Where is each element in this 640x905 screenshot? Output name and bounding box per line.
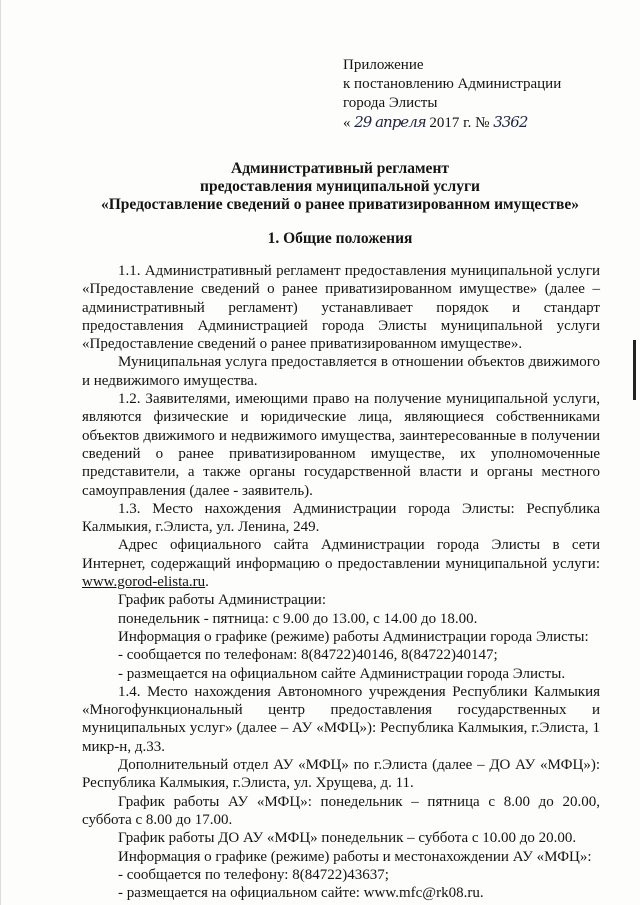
- schedule-site: - размещается на официальном сайте Администрации города Элисты.: [118, 665, 566, 682]
- date-suffix: 2017 г. №: [429, 115, 490, 131]
- paragraph-service-scope: Муниципальная услуга предоставляется в отношении объектов движимого и недвижимого имущества.: [82, 354, 600, 389]
- appendix-line-2: к постановлению Администрации: [343, 76, 562, 92]
- scan-edge-mark: [0, 0, 1, 905]
- paragraph-1-4: 1.4. Место нахождения Автономного учреждения Республики Калмыкия «Многофункциональный центр предоставления государственных и муниципальных услуг» (далее – АУ «МФЦ»): Республика Калмыкия, г.Элиста, 1 микр-н, д.33.: [82, 683, 600, 755]
- document-title: [82, 160, 598, 214]
- website-suffix: .: [205, 574, 209, 591]
- document-body: [82, 262, 600, 902]
- website-link[interactable]: www.gorod-elista.ru: [82, 574, 206, 591]
- schedule-info-heading: Информация о графике (режиме) работы Администрации города Элисты:: [118, 628, 589, 645]
- schedule-heading: График работы Администрации:: [118, 592, 326, 609]
- appendix-line-3: города Элисты: [343, 95, 438, 111]
- section-heading: 1. Общие положения: [267, 230, 413, 247]
- mfc-phone: - сообщается по телефону: 8(84722)43637;: [118, 866, 389, 883]
- mfc-branch-schedule: График работы ДО АУ «МФЦ» понедельник – суббота с 10.00 до 20.00.: [118, 830, 577, 847]
- appendix-date-line: [343, 113, 561, 133]
- paragraph-1-1: 1.1. Административный регламент предоставления муниципальной услуги «Предоставление сведений о ранее приватизированном имуществе» (далее – административный регламент) устанавливает порядок и стандарт предоставления Администрацией города Элисты муниципальной услуги «Предоставление сведений о ранее приватизированном имуществе».: [82, 263, 600, 353]
- handwritten-number: 3362: [493, 113, 528, 131]
- appendix-line-1: Приложение: [343, 57, 424, 73]
- title-line-1: Административный регламент: [231, 160, 449, 177]
- handwritten-date: 29 апреля: [354, 113, 426, 131]
- date-prefix: «: [343, 115, 351, 131]
- schedule-hours: понедельник - пятница: с 9.00 до 13.00, с 14.00 до 18.00.: [118, 610, 478, 627]
- paragraph-1-2: 1.2. Заявителями, имеющими право на получение муниципальной услуги, являются физические и юридические лица, являющиеся собственниками объектов движимого и недвижимого имущества, заинтересованные в получении сведений о ранее приватизированном имуществе, их уполномоченные представители, а также органы государственной власти и органы местного самоуправления (далее - заявитель).: [82, 391, 600, 499]
- appendix-block: [343, 56, 561, 133]
- paragraph-website: [82, 536, 600, 591]
- paragraph-mfc-branch: Дополнительный отдел АУ «МФЦ» по г.Элиста (далее – ДО АУ «МФЦ»): Республика Калмыкия, г.Элиста, ул. Хрущева, д. 11.: [82, 757, 600, 792]
- paragraph-mfc-schedule: График работы АУ «МФЦ»: понедельник – пятница с 8.00 до 20.00, суббота с 8.00 до 17.00.: [82, 793, 600, 828]
- mfc-info-heading: Информация о графике (режиме) работы и местонахождении АУ «МФЦ»:: [118, 848, 592, 865]
- schedule-phones: - сообщается по телефонам: 8(84722)40146, 8(84722)40147;: [118, 647, 498, 664]
- scan-margin-mark: [633, 340, 636, 400]
- paragraph-1-3: 1.3. Место нахождения Администрации города Элисты: Республика Калмыкия, г.Элиста, ул. Ленина, 249.: [82, 500, 600, 536]
- mfc-site: - размещается на официальном сайте: www.mfc@rk08.ru.: [118, 885, 484, 902]
- title-line-3: «Предоставление сведений о ранее приватизированном имуществе»: [100, 196, 579, 213]
- title-line-2: предоставления муниципальной услуги: [200, 178, 480, 195]
- website-intro: Адрес официального сайта Администрации города Элисты в сети Интернет, содержащий информацию о предоставлении муниципальной услуги:: [82, 537, 600, 572]
